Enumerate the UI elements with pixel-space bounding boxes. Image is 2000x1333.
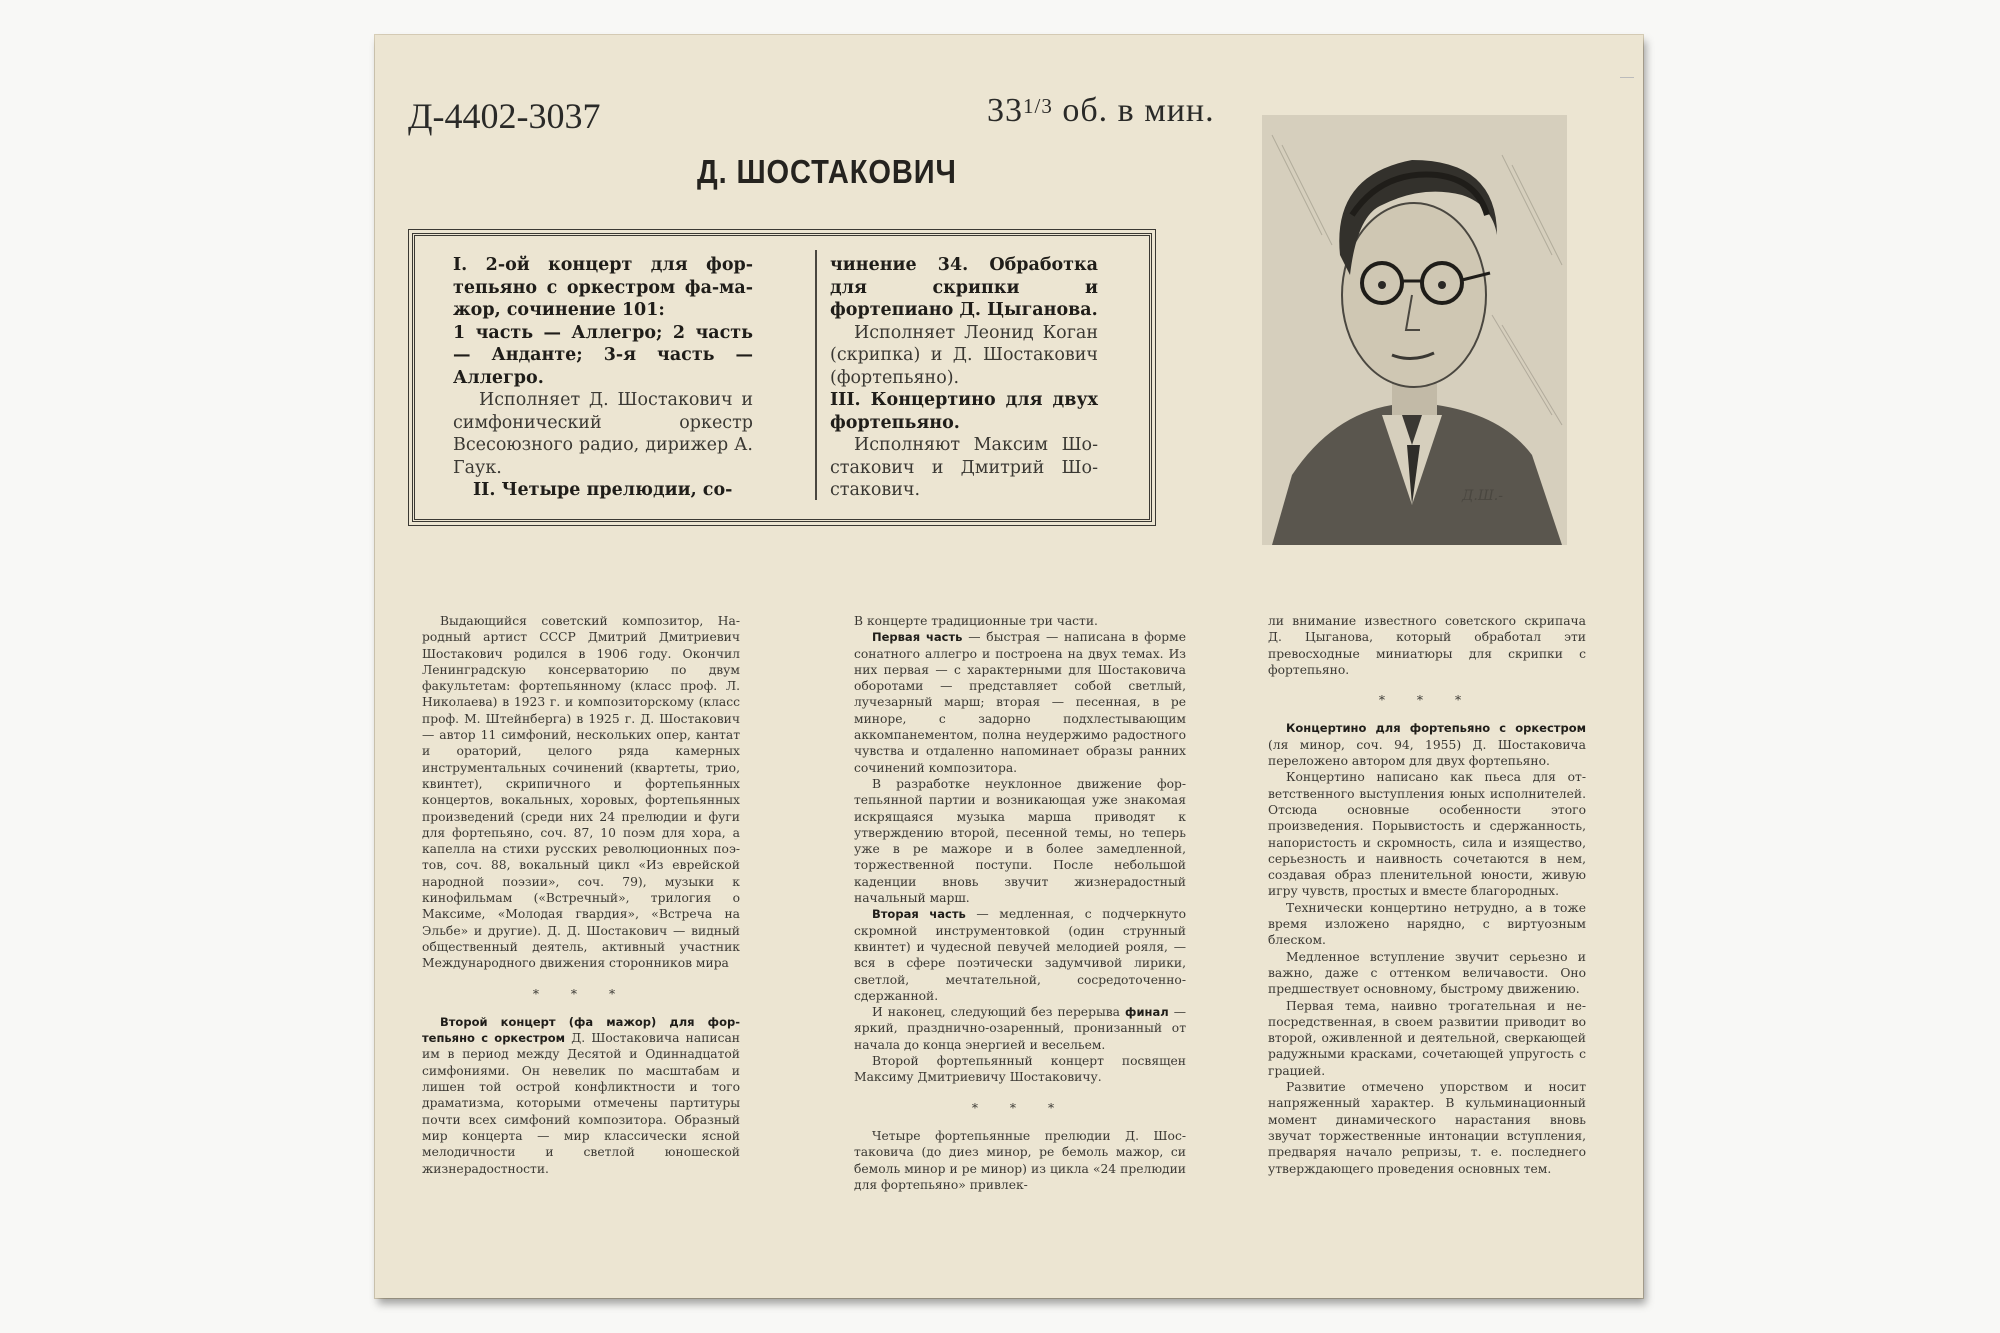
playback-speed	[987, 92, 1215, 130]
dedication-paragraph: Второй фортепьянный концерт посвящен Максиму Дмитриевичу Шостаковичу.	[854, 1054, 1186, 1085]
contents-right-column	[830, 254, 1098, 502]
bio-paragraph: Выдающийся советский композитор, Народный артист СССР Дмитрий Дмитриевич Шостакович родился в 1906 году. Окончил Ленинградскую консерваторию по двум факультетам: фортепьянному (класс проф. Л. Николаева) в 1923 г. и композиторскому (класс проф. М. Штейнберга) в 1925 г. Д. Шостакович — автор 11 симфоний, нескольких опер, кантат и ораторий, целого ряда камерных инструментальных сочинений (квартеты, трио, квинтет), скрипичного и фортепьянных концертов, вокальных, хоровых, фортепьянных произведений (среди них 24 прелюдии и фуги для фортепьяно, соч. 87, 10 поэм для хора, а капелла на стихи русских революционных поэтов, соч. 88, вокальный цикл «Из еврейской народной поэзии», соч. 79), музыки к кинофильмам («Встречный», трилогия о Максиме, «Молодая гвардия», «Встреча на Эльбе» и другие). Д. Д. Шостакович — видный общественный деятель, активный участник Международного движения сторонников мира	[422, 614, 740, 971]
catalog-number: Д-4402-3037	[408, 96, 601, 136]
record-sleeve	[375, 35, 1643, 1298]
concerto-intro-paragraph: Второй концерт (фа мажор) для фортепьяно с оркестром Д. Шостаковича написан им в период между Десятой и Одиннадцатой симфониями. Он невелик по масштабам и лишен той острой конфликтности и того драматизма, которыми отмечены партитуры почти всех симфоний композитора. Образный мир концерта — мир классически ясной мелодичности и светлой юношеской жизнерадостности.	[422, 1014, 740, 1176]
introduction-paragraph: Медленное вступление звучит серьезно и важно, даже с оттенком величавости. Оно предшествует основному, быстрому движению.	[1268, 949, 1586, 997]
column-divider	[815, 250, 817, 500]
concertino-character-paragraph: Концертино написано как пьеса для ответственного выступления юных исполнителей. Отсюда основные особенности этого произведения. Порывистость и сдержанность, напористость и скромность, сила и изящество, серьезность и наивность сочетаются в нем, создавая образ пленительной юности, живую игру чувств, простых и вместе благородных.	[1268, 770, 1586, 899]
speed-whole: 33	[987, 92, 1023, 129]
work3-title: III. Концертино для двух фортепьяно.	[830, 390, 1098, 433]
composer-name: Д. ШОСТАКОВИЧ	[697, 153, 957, 190]
preludes-paragraph: Четыре фортепьянные прелюдии Д. Шостаковича (до диез минор, ре бемоль мажор, си бемоль минор и ре минор) из цикла «24 прелюдии для фортепьяно» привлек-	[854, 1128, 1186, 1192]
pencil-mark	[1620, 77, 1634, 78]
notes-column-1	[422, 613, 740, 1177]
concertino-intro-paragraph: Концертино для фортепьяно с оркестром (ля минор, соч. 94, 1955) Д. Шостаковича переложено автором для двух фортепьяно.	[1268, 721, 1586, 769]
technique-paragraph: Технически концертино нетрудно, а в тоже время изложено нарядно, с виртуозным блеском.	[1268, 900, 1586, 948]
work1-performers: Исполняет Д. Шостакович и симфонический оркестр Всесоюзного радио, дирижер А. Гаук.	[453, 390, 753, 478]
notes-column-2	[854, 613, 1186, 1193]
work2-title-start: II. Четыре прелюдии, со-	[473, 480, 733, 500]
work3-performers: Исполняют Максим Шостакович и Дмитрий Шостакович.	[830, 435, 1098, 500]
section-stars: * * *	[971, 1100, 1069, 1115]
first-theme-paragraph: Первая тема, наивно трогательная и непосредственная, в своем развитии приводит во второй, оживленной и деятельной, сверкающей радужными красками, сочетающей упругость с грацией.	[1268, 998, 1586, 1078]
work1-title: I. 2-ой концерт для фортепьяно с оркестром фа-мажор, сочинение 101:	[453, 255, 753, 320]
second-part-paragraph: Вторая часть — медленная, с подчеркнуто скромной инструментовкой (один струнный квинтет) и чудесной певучей мелодией рояля, — вся в сфере поэтически задумчивой лирики, светлой, мечтательной, сосредоточенно-сдержанной.	[854, 907, 1187, 1003]
portrait-signature: Д.Ш.-	[1462, 488, 1503, 504]
speed-unit: об. в мин.	[1062, 92, 1215, 129]
notes-column-3	[1268, 613, 1586, 1177]
work2-title-end: чинение 34. Обработка для скрипки и фортепиано Д. Цыганова.	[830, 255, 1098, 320]
parts-intro: В концерте традиционные три части.	[854, 614, 1098, 628]
contents-left-column	[453, 254, 753, 502]
first-part-paragraph: Первая часть — быстрая — написана в форме сонатного аллегро и построена на двух темах. Из них первая — с характерными для Шостаковича оборотами — представляет собой светлый, лучезарный марш; вторая — песенная, в ре миноре, с задорно подхлестывающим аккомпанементом, полна неудержимо радостного чувства и отдаленно напоминает образы ранних сочинений композитора.	[854, 630, 1186, 775]
speed-fraction: 1/3	[1023, 94, 1053, 118]
section-stars: * * *	[532, 986, 630, 1001]
portrait-drawing-icon	[1262, 115, 1567, 545]
preludes-continued: ли внимание известного советского скрипача Д. Цыганова, который обработал эти превосходные миниатюры для скрипки с фортепьяно.	[1268, 614, 1586, 677]
portrait-svg	[1262, 115, 1567, 545]
work2-performers: Исполняет Леонид Коган (скрипка) и Д. Шостакович (фортепьяно).	[830, 322, 1098, 388]
section-stars: * * *	[1378, 693, 1476, 708]
contents-box	[412, 233, 1152, 522]
work1-parts: 1 часть — Аллегро; 2 часть — Анданте; 3-я часть — Аллегро.	[453, 322, 753, 388]
development-climax-paragraph: Развитие отмечено упорством и носит напряженный характер. В кульминационный момент динамического нарастания вновь звучат торжественные интонации вступления, предваряя начало репризы, т. е. последнего утверждающего проведения основных тем.	[1268, 1080, 1586, 1176]
finale-paragraph: И наконец, следующий без перерыва финал — яркий, празднично-озаренный, пронизанный от начала до конца энергией и весельем.	[854, 1005, 1186, 1052]
development-paragraph: В разработке неуклонное движение фортепьянной партии и возникающая уже знакомая искрящаяся музыка марша приводят к утверждению второй, песенной темы, но теперь уже в ре мажоре и в более замедленной, торжественной поступи. После небольшой каденции вновь звучит жизнерадостный начальный марш.	[854, 776, 1186, 906]
